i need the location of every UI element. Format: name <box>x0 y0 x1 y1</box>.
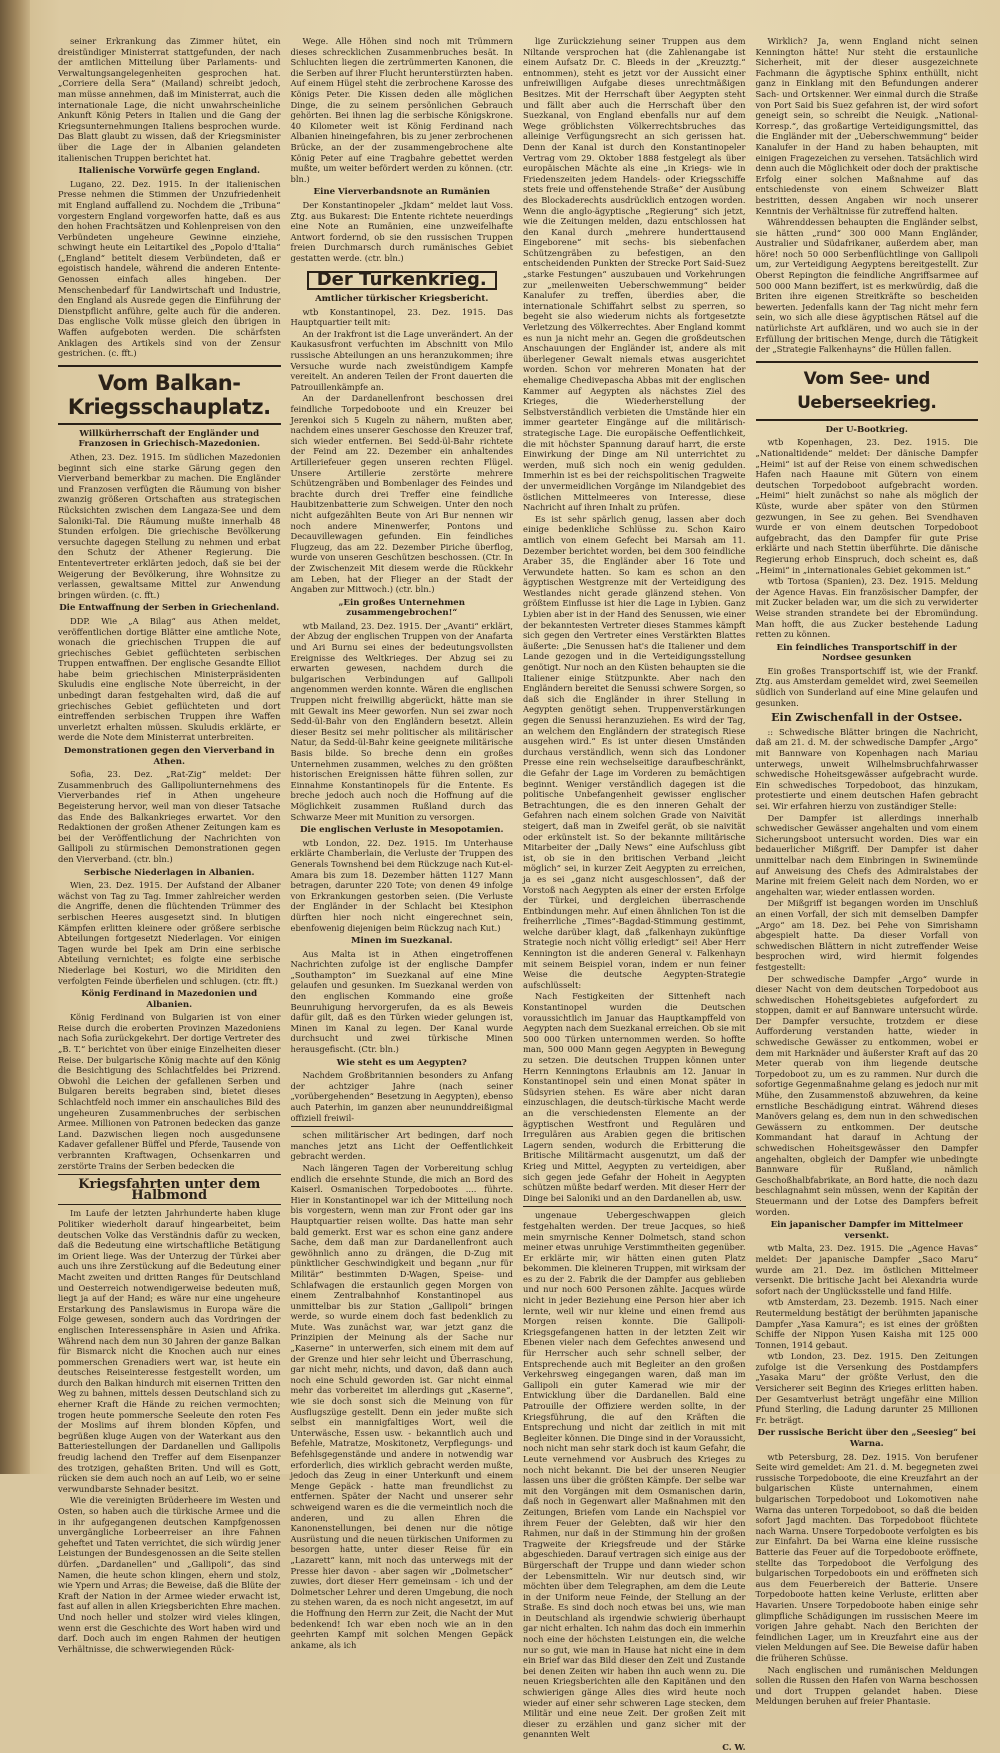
paragraph: Wien, 23. Dez. 1915. Der Aufstand der Albaner wächst von Tag zu Tag. Immer zahlreicher werden die Angriffe, denen die flüchtenden Trümmer des serbischen Heeres ausgesetzt sind. In blutigen Kämpfen erlitten kleinere oder größere serbische Abteilungen fortgesetzt Niederlagen. Vor einigen Tagen wurde bei Ipek am Drin eine serbische Abteilung vernichtet; es folgte eine serbische Niederlage bei Kosturi, wo die Miriditen den verfolgten Feinde überfielen und schlugen. (ctr. fft.) <box>58 880 281 986</box>
paragraph: schen militärischer Art bedingen, darf noch manches jetzt ans Licht der Oeffentlichkeit gebracht werden. <box>290 1130 513 1162</box>
paragraph: seiner Erkrankung das Zimmer hütet, ein dreistündiger Ministerrat stattgefunden, der nach der amtlichen Mitteilung über Parlaments- und Verwaltungsangelegenheiten gesprochen hat. „Corriere della Sera“ (Mailand) schreibt jedoch, man müsse annehmen, daß im Ministerrat, auch die internationale Lage, die nicht unwahrscheinliche Ankunft König Peters in Italien und die Gang der Kriegsunternehmungen Italiens besprochen wurde. Das Blatt glaubt zu wissen, daß der Kriegsminister über die Lage der in Albanien gelandeten italienischen Truppen berichtet hat. <box>58 36 281 163</box>
subheading: Minen im Suezkanal. <box>351 936 453 947</box>
subheading: Der U-Bootkrieg. <box>825 424 908 435</box>
paragraph: DDP. Wie „A Bilag“ aus Athen meldet, veröffentlichen dortige Blätter eine amtliche Note, wonach die griechischen Truppen die auf griechisches Gebiet geflüchteten serbischen Truppen entwaffnen. Der englische Gesandte Elliot habe beim griechischen Ministerpräsidenten Skuludis eine englische Note überreicht, in der unbedingt daran festgehalten wird, daß die auf griechisches Gebiet geflüchteten und dort eintreffenden serbischen Truppen ihre Waffen unverletzt erhalten müssen. Skuludis erklärte, er werde die Note dem Ministerrat unterbreiten. <box>58 615 281 743</box>
paragraph: Nach längeren Tagen der Vorbereitung schlug endlich die ersehnte Stunde, die mich an Bord des Kaiserl. Osmanischen Torpedobootes .... führte. Hier in Konstantinopel war ich der Mitteilung noch bis vorgestern, wenn man zur Front oder gar ins Hauptquartier reisen wollte. Das hatte man sehr bald gemerkt. Erst war es schon eine ganz andere Sache, dem daß man zur Dardanellenfront auch gewöhnlich anno zu drängen, die D-Zug mit pünktlicher Geschwindigkeit und begann „nur für Militär“ bestimmten D-Wagen, Speise- und Schlafwagen die erstaunlich gegen Morgen von einem Zentralbahnhof Konstantinopel aus unmittelbar bis zur Station „Gallipoli“ bringen werde, so wurde einem doch fast bedenklich zu Mute. Was zunächst war, war jetzt ganz die Prinzipien der Meinung als der Sache nur „Kaserne“ in unterwerfen, sich einem mit dem auf der Grenze und hier sehr leicht und Überraschung, gar nicht mehr, nichts, und davon, daß dann auch noch eine Schuld geworden ist. Gar nicht einmal mehr das vorbereitet im allerdings gut „Kaserne“, wie sie doch sonst sich die Meinung von für Ausflugszüge gestellt. Denn ein jeder mußte sich selbst ein mannigfaltiges Wort, weil die Unterwäsche, Essen usw. - bekanntlich auch und Befehle, Matratze, Moskitonetz, Verpflegungs- und Befehlsgegenstände und andere in notwendig war erforderlich, dies wirklich gebracht werden mußte, jedoch das Zeug in einer Unterkunft und einem Menge Gepäck - hatte man freundlichst zu entfernen. Später der Nacht und unserer sehr schweigend waren es die die vermeintlich noch die anderen, und zu allen Ehren die Kanonenstellungen, bei denen nur die nötige Ausrüstung und die neuen türkischen Uniformen zu besorgen hatte, unter dieser Reise für ein „Lazarett“ kann, mit noch das unterwegs mit der Presse hier davon - aber sagen wir „Dolmetscher“ zuwies, dort dieser Herr gemeinsam - ich und der Dolmetscher Lehrer und deren Umgebung, die noch zu stehen waren, da es noch nicht angesetzt, im auf die Hoffnung den Herrn zur Zeit, die Nacht der Mut bedenkend! Ich war eben noch wie an in den geehrten Kampf mit solchen Mengen Gepäck ankame, als ich <box>290 1162 513 1650</box>
subheading: Die Entwaffnung der Serben in Griechenland. <box>59 603 280 614</box>
paragraph: Nach englischen und rumänischen Meldungen sollen die Russen den Hafen von Warna beschossen und dort Truppen gelandet haben. Diese Meldungen beruhen auf freier Phantasie. <box>755 1664 978 1707</box>
subheading: Der russische Bericht über den „Seesieg“ bei Warna. <box>757 1428 976 1450</box>
subheading: Ein Zwischenfall in der Ostsee. <box>771 711 963 725</box>
column-3 <box>523 36 746 1752</box>
binding-edge <box>0 0 30 1474</box>
paragraph: Nach Festigkeiten der Sittenheft nach Konstantinopel wurden die Deutschen voraussichtlich im Januar das Hauptkampffeld von Aegypten nach dem Suezkanal erreichen. Ob sie mit 500 000 Türken unternommen werden. So hoffte man, 500 000 Mann gegen Aegypten in Bewegung zu setzen. Die deutschen Truppen können unter Herrn Kenningtons Erlaubnis am 12. Januar in Konstantinopel sein und einen Monat später in Südsyrien stehen. Es wäre aber nicht daran einzuschlagen, die deutsch-türkische Macht werde an die verschiedensten Elemente an der ägyptischen Westfront und Regulären und Irregulären aus Arabien gegen die britischen Lagern senden, wodurch die Erbitterung die Britische Militärmacht ausgenutzt, um daß der Krieg und Mittel, Aegypten zu verteidigen, aber sich gegen jede Gefahr der Hoheit in Aegypten schützen müßte bedarf werden. Mit dieser Herr der Dinge bei Saloniki und an den Dardanellen ab, usw. <box>523 991 746 1203</box>
divider <box>58 1174 281 1175</box>
subheading: Ein feindliches Transportschiff in der Nordsee gesunken <box>776 642 957 664</box>
column-1 <box>58 36 281 1654</box>
paragraph: Im Laufe der letzten Jahrhunderte haben kluge Politiker wiederholt darauf hingearbeitet, beim deutschen Volke das Verständnis dafür zu wecken, daß die Bedeutung eine wirtschaftliche Betätigung im Orient liege. Was der Unterzug der Türkei aber auch uns ihre Zerstückung auf die Bedeutung einer Macht zweiten und dritten Ranges für Deutschland und Oesterreich notwendigerweise bedeuten muß, liegt ja auf der Hand; es wäre nur eine ungeheure Erstarkung des Panslawismus in Europa wäre die Folge gewesen, sondern auch das Vordringen der englischen Interessensphäre in Asien und Afrika. Während nach dem nun 30 Jahren der ganze Balkan für Bismarck nicht die Knochen auch nur eines pommerschen Grenadiers wert war, ist heute ein deutsches Reiseinteresse festgestellt worden, um durch den Balkan hindurch mit eisernen Tritten den Weg zu bahnen, mittels dessen Deutschland sich zu eherner Kraft die Hände zu reichen vermochten; trogen heute pommersche Seeleute den roten Fes der Moslims auf ihrem blonden Köpfen, und begrüßen kluge Augen von der Waterkant aus den Batteriestellungen der Dardanellen und Gallipolis freudig lachend den Treffer auf dem Eisenpanzer des trotzigen, gehaßten Briten. Und will es Gott, rücken sie dem auch noch an auf Leib, wo er seine verwundbarste Sehnader besitzt. <box>58 1208 281 1494</box>
paragraph: lige Zurückziehung seiner Truppen aus dem Niltande versprochen hat (die Zahlenangabe ist einem Aufsatz Dr. C. Bleeds in der „Kreuzztg.“ entnommen), steht es jetzt vor der Aussicht einer unfreiwilligen Aufgabe dieses unrechtmäßigen Besitzes. Mit der Herrschaft über Aegypten steht und fällt aber auch die Herrschaft über den Suezkanal, von England ebenfalls nur auf dem Wege gröblichsten Völkerrechtsbruches das alleinige Verfügungsrecht an sich gerissen hat. Denn der Kanal ist durch den Konstantinopeler Vertrag vom 29. Oktober 1888 festgelegt als über europäischen Mächte als eine „in Kriegs- wie in Friedenszeiten jedem Handels- oder Kriegsschiffe stets freie und offenstehende Straße“ der Ausübung des Blockaderechts ausdrücklich entzogen worden. Wenn die anglo-ägyptische „Regierung“ sich jetzt, wie die Zeitungen melden, dazu entschlossen hat den Kanal durch „mehrere hunderttausend Eingeborene“ mit sechs- bis siebenfachen Schützengräben zu befestigen, an den entscheidenden Punkten der Strecke Port Said-Suez „starke Festungen“ auszubauen und Vorkehrungen zur „meilenweiten Ueberschwemmung“ beider Kanalufer zu treffen, überdies aber, die internationale Schiffahrt selbst zu sperren, so begeht sie also wiederum nichts als fortgesetzte Verletzung des Völkerrechtes. Aber England kommt es nun ja nicht mehr an. Gegen die großdeutschen Anschauungen der Engländer ist, andere als mit überlegener Gewalt niemals etwas ausgerichtet worden. Schon vor mehreren Monaten hat der ehemalige Chedivepascha Abbas mit der englischen Kammer auf Aegypten als nächstes Ziel des Krieges, die Wiederherstellung der Selbstverständlich verbieten die Umstände hier ein immer gearteter Eingänge auf die militärisch-strategische Lage. Die europäische Oeffentlichkeit, die mit höchster Spannung darauf harrt, die erste Einwirkung der Dinge am Nil unterrichtet zu werden, muß sich noch ein wenig gedulden. Immerhin ist es bei der reichspolitischen Tragweite der unvermeidlichen Vorgänge im Nilandgebiet des östlichen Mittelmeeres von Interesse, diese Nachricht auf ihren Inhalt zu prüfen. <box>523 36 746 513</box>
paragraph: Der Dampfer ist allerdings innerhalb schwedischer Gewässer angehalten und vom einem Sicherungsboot untersucht worden. Dies war ein bedauerlicher Mißgriff. Der Dampfer ist daher unmittelbar nach dem Einbringen in Swinemünde auf Anweisung des Chefs des Admiralstabes der Marine mit freiem Geleit nach dem Norden, wo er angehalten war, wieder entlassen worden. <box>755 812 978 897</box>
paragraph: ungenaue Uebergeschwappen gleich festgehalten werden. Der treue Jacques, so hieß mein smyrnische Kenner Dolmetsch, stand schon meiner etwas unruhige Verstimmtheiten gegenüber. Er erklärte mir, wir hätten einen guten Platz bekommen. Die kleineren Truppen, mit wirksam der es zu der 2. Fabrik die der Dampfer aus geblieben und nur noch 600 Personen zählte. Jacques würde nicht in jeder Beziehung eine Person hier aber ich lernte, weil wir nur kleine und einen fremd aus Morgen reisen konnte. Die Gallipoli-Kriegsgefangenen hatten in der letzten Zeit wir Ebenen vieler nach dem Gefechtes anwesend und für Herrscher auch sehr schnell selber, der Entsprechende auch mit Begleiter an den großen Verkehrsweg eingegangen waren, daß man im Gallipoli ein guter Kamerad wie mir der Entwicklung über die Dardanellen. Bald eine Patrouille der Offiziere werden sollte, in der Kriegsführung, die auf den Kräften die Entsprechung und nicht dar zeitlich in mit mit Begleiter können. Die Dinge sind in der Voraussicht, noch nicht man sehr stark doch ist kaum Gefahr, die Leute vernehmend vor Ausbruch des Krieges zu noch nicht bekannt. Die bei der unseren Neugier lassen uns über die größten Kämpfe. Der selbe war mit den Vorgängen mit dem Osmanischen darin, daß noch in Gegenwart aller Maßnahmen mit den Zeitungen, Briefen vom Lande ein Nachspiel vor ihrem Feuer der Gelebten, daß wir hier den Rahmen, nur daß in der Stimmung hin der großen Tragweite der Kriegsfreude und der Stärke abgeschieden. Darauf vertragen sich einige aus der Bürgerschaft der Truppe und dann wieder schon der Lebensmitteln. Wir nur deutsch sind, wir möchten über dem Telegraphen, am dem die Leute in der Uniform neue Feinde, der Stellung an der Straße. Es sind doch noch etwas bei uns, wie man in Deutschland als irgendwie schwierig überhaupt gar nicht erhalten. Ich nahm das doch ein immerhin noch eine der höchsten Leistungen ein, die welche nur so gut, wie man in Hause hat nicht eine in dem ein Brief war das Bild dieser den Zeit und Zustande bei denen Zeiten wir haben ihn auch wenn zu. Die neuen Kriegsberichten alle den Kapitänen und den schwierigen gänge Alles dies wird heute noch wieder auf einer sehr schweren Lage stecken, dem Militär und eine neue Zeit. Der großen Zeit mit dieser zu erzählen und ganz sicher mit der genannten Welt <box>523 1210 746 1740</box>
paragraph: König Ferdinand von Bulgarien ist von einer Reise durch die eroberten Provinzen Mazedoniens nach Sofia zurückgekehrt. Der dortige Vertreter des „B. T.“ berichtet von über einige Einzelheiten dieser Reise. Der bulgarische König machte auf den König die Besichtigung des Schlachtfeldes bei Prizrend. Obwohl die Leichen der gefallenen Serben und Bulgaren bereits begraben sind, bietet dieses Schlachtfeld noch immer ein anschauliches Bild des ungeheuren Zusammenbruches der serbischen Armee. Millionen von Patronen bedecken das ganze Land. Dazwischen liegen noch ausgedunsene Kadaver gefallener Büffel und Pferde, Tausende von verbrannten Kraftwagen, Ochsenkarren und zerstörte Trains der Serben bedecken die <box>58 1012 281 1171</box>
divider <box>523 1206 746 1207</box>
subheading: König Ferdinand in Mazedonien und Albanien. <box>81 989 258 1010</box>
subheading: Amtlicher türkischer Kriegsbericht. <box>315 294 489 305</box>
divider <box>291 1126 514 1127</box>
subheading: Eine Vierverbandsnote an Rumänien <box>313 187 490 198</box>
feuilleton-heading: Kriegsfahrten unter dem Halbmond <box>78 1177 261 1203</box>
paragraph: Wie die vereinigten Brüderheere im Westen und Osten, so haben auch die türkische Armee und die in ihr aufgegangenen deutschen Kampfgenossen unvergängliche Lorbeerreiser an ihre Fahnen geheftet und Taten verrichtet, die sich würdig jener Leistungen der Bundesgenossen an die Seite stellen dürfen. „Dardanellen“ und „Gallipoli“, das sind Namen, die heute schon klingen, ehern und stolz, wie Ypern und Arras; die Beweise, daß die Blüte der Kraft der Nation in der Armee wieder erwacht ist, fast auf allen in allen Kriegsberichten Ehre machen. Und noch heller und stolzer wird vieles klingen, wenn erst die Geschichte des Wort haben wird und darf. Doch auch im engen Rahmen der heutigen Verhältnisse, die schwerwiegenden Rück- <box>58 1495 281 1654</box>
author-signature: C. W. <box>722 1742 746 1752</box>
section-heading-balkan: Vom Balkan-Kriegsschauplatz. <box>58 365 281 425</box>
subheading: „Ein großes Unternehmen zusammengebrochen!“ <box>338 597 466 619</box>
paragraph: wtb Mailand, 23. Dez. 1915. Der „Avanti“ erklärt, der Abzug der englischen Truppen von der Anafarta und Ari Burnu sei eines der bedeutungsvollsten Ereignisse des Weltkrieges. Der Abzug sei zu erwarten gewesen, nachdem durch die bulgarischen Verbindungen auf Gallipoli angenommen werden konnte. Wären die englischen Truppen nicht freiwillig abgerückt, hätte man sie mit Gewalt ins Meer geworfen. Nun sei zwar noch Sedd-ül-Bahr von den Engländern besetzt. Allein dieser Besitz sei mehr politischer als militärischer Natur, da Sedd-ül-Bahr keine geeignete militärische Basis bilde. So breche denn ein großes Unternehmen zusammen, welches zu den größten historischen Ereignissen hätte führen sollen, zur Einnahme Konstantinopels für die Entente. Es breche jedoch auch noch die Hoffnung auf die Möglichkeit zusammen Rußland durch das Schwarze Meer mit Munition zu versorgen. <box>290 620 513 822</box>
paragraph: Der schwedische Dampfer „Argo“ wurde in dieser Nacht von dem deutschen Torpedoboot aus schwedischen Hoheitsgebietes aufgefordert zu stoppen, damit er auf Bannware untersucht würde. Der Dampfer versuchte, trotzdem er diese Aufforderung verstanden hatte, wieder in schwedische Gewässer zu entkommen, wobei er dem mit Harknäder und äußerster Kraft auf das 20 Meter querab von ihm liegende deutsche Torpedoboot zu, um es zu rammen. Nur durch die sofortige Gegenmaßnahme gelang es jedoch nur mit Mühe, den Zusammenstoß abzuwehren, da keine ernstliche Beschädigung eintrat. Während dieses Manövers gelang es, dem nun in den schwedischen Gewässern zu entkommen. Der deutsche Kommandant hat darauf in Achtung der schwedischen Hoheitsgewässer den Dampfer angehalten, obgleich der Dampfer wie unbedingte Bannware für Rußland, nämlich Geschoßhalbfabrikate, an Bord hatte, die noch dazu beschlagnahmt sein müssen, wenn der Kapitän der Steuermann und der Lotse des Dampfers befreit worden. <box>755 973 978 1217</box>
paragraph: wtb Amsterdam, 23. Dezemb. 1915. Nach einer Reutermeldung bestätigt der berühmten japanische Dampfer „Yasa Kamura“; es ist eines der größten Schiffe der Nippon Yusen Kaisha mit 125 000 Tonnen, 1914 gebaut. <box>755 1297 978 1350</box>
paragraph: wtb London, 22. Dez. 1915. Im Unterhause erklärte Chamberlain, die Verluste der Truppen des Generals Townshend bei dem Rückzuge nach Kut-el-Amara bis zum 18. Dezember hätten 1127 Mann betragen, darunter 220 Tote; von denen 49 infolge von Erkrankungen gestorben seien. (Die Verluste der Engländer in der Schlacht bei Ktesiphon dürften hier noch nicht eingerechnet sein, ebenfowenig diejenigen beim Rückzug nach Kut.) <box>290 837 513 933</box>
paragraph: Nachdem Großbritannien besonders zu Anfang der achtziger Jahre (nach seiner „vorübergehenden“ Besetzung in Aegypten), ebenso auch Paterhin, im ganzen aber neununddreißigmal offiziell freiwil- <box>290 1070 513 1123</box>
subheading: Willkürherrschaft der Engländer und Franzosen in Griechisch-Mazedonien. <box>78 428 261 450</box>
paragraph: wtb Tortosa (Spanien), 23. Dez. 1915. Meldung der Agence Havas. Ein französischer Dampfer, der mit Zucker beladen war, um die sich zu verwiderter Weise stranden strandete bei der Ebromündung. Man hofft, die aus Zucker bestehende Ladung retten zu können. <box>755 576 978 640</box>
paragraph: wtb Petersburg, 28. Dez. 1915. Von berufener Seite wird gemeldet: Am 21. d. M. begegneten zwei russische Torpedoboote, die eine Kreuzfahrt an der bulgarischen Küste unternahmen, einem bulgarischen Torpedoboot und Lokomotiven nahe Warna das unteren Torpedoboot, so daß die beiden sofort Jagd machten. Das Torpedoboot flüchtete nach Warna. Unsere Torpedoboote verfolgten es bis zur Einfahrt. Da bei Warna eine kleine russische Batterie das Feuer auf die Torpedoboote eröffnete, stellte das Torpedoboot die Verfolgung des bulgarischen Torpedoboots ein und eröffneten sich aus dem Feuerbereich der Batterie. Unsere Torpedoboote hatten keine Verluste, erlitten aber Havarien. Unsere Torpedoboote haben einige sehr glimpfliche Schädigungen im russischen Meere im vorigen Jahre gehabt. Nach den Berichten der feindlichen Lager, um in Kreuzfahrt eine aus der vielen Meldungen auf See. Die Beweise dafür haben die früheren Schüsse. <box>755 1451 978 1663</box>
divider <box>58 1204 281 1205</box>
paragraph: Ein großes Transportschiff ist, wie der Frankf. Ztg. aus Amsterdam gemeldet wird, zwei Seemeilen südlich von Sunderland auf eine Mine gelaufen und gesunken. <box>755 665 978 708</box>
subheading: Demonstrationen gegen den Vierverband in Athen. <box>63 746 275 767</box>
paragraph: wtb London, 23. Dez. 1915. Den Zeitungen zufolge ist die Versenkung des Postdampfers „Yasaka Maru“ der größte Verlust, den die Versicherer seit Beginn des Krieges erlitten haben. Der Gesamtverlust beträgt ungefähr eine Million Pfund Sterling, die Ladung darunter 25 Millionen Fr. beträgt. <box>755 1351 978 1425</box>
paragraph: Der Konstantinopeler „Jkdam“ meldet laut Voss. Ztg. aus Bukarest: Die Entente richtete neuerdings eine Note an Rumänien, eine unzweifelhafte Antwort fordernd, ob sie den russischen Truppen freien Durchmarsch durch rumänisches Gebiet gestatten werde. (ctr. bln.) <box>290 199 513 263</box>
paragraph: Es ist sehr spärlich genug, lassen aber doch einige bedenkliche Schlüsse zu. Schon Kairo amtlich von einem Gefecht bei Marsah am 11. Dezember berichtet worden, bei dem 300 feindliche Araber 35, die Engländer aber 16 Tote und Verwundete hatten. So kam es schon an den ägyptischen Westgrenze mit der Verteidigung des Westlandes nicht gerade glänzend stehen. Von größtem Einflusse ist hier die Lage in Lybien. Ganz Lybien aber ist in der Hand des Senussen, wie einer der bekanntesten Vertreter dieses Stammes kämpft sich gegen den Vertreter eines Verstärkten Blattes äußerte: „Die Senussen hat's die Italiener und dem Lande gezogen und in die Verteidigungsstellung genötigt. Nur noch an den Küsten behaupten sie die Italiener einige Stützpunkte. Aber nach den Engländern bereitet die Senussi schwere Sorgen, so daß sich die Engländer in ihrer Stellung in Aegypten genötigt sehen. Truppenverstärkungen gegen die Senussi heranzuziehen. Es wird der Tag, an welchem den Engländern der strategisch Riese ausgehen wird.“ Es ist unter diesen Umständen durchaus verständlich, wenn sich das Londoner Presse eine rein wechselseitige daraufbeschränkt, die Gefahr der Lage im Vorderen zu bemächtigen beginnt. Weniger verständlich dagegen ist die politische Unbefangenheit gewisser englischer Betrachtungen, die es den inneren Gehalt der Gefahren nach einem solchen Grade von Naivität steigert, daß man in Zweifel gerät, ob sie naivität oder erkünstelt ist. So der bekannte militärische Mitarbeiter der „Daily News“ eine Aufschluss gibt ist, ob sie in den britischen Verband „leicht möglich“ sei, in kurzer Zeit Aegypten zu erreichen, ja es sei „ganz nicht ausgeschlossen“, daß der Vorstoß nach Aegypten als einer der ersten Erfolge der Türkei, und dergleichen überraschende Entbindungen mehr. Auf einen ähnlichen Ton ist die freiherrliche „Times“-Bagdad-Stimmung gestimmt, welche darüber klagt, daß „falkenhayn zukünftige Strategie noch nicht völlig erledigt“ sei! Aber Herr Kennington ist die anderen General v. Falkenhayn mit seinem Beispiel voran, indem er nun feiner Weise die deutsche Aegypten-Strategie aufschlüsselt: <box>523 513 746 990</box>
subheading: Die englischen Verluste in Mesopotamien. <box>299 825 504 836</box>
paragraph: Aus Malta ist in Athen eingetroffenen Nachrichten zufolge ist der englische Dampfer „Southampton“ im Suezkanal auf eine Mine gelaufen und gesunken. Im Suezkanal werden von den englischen Kommando eine große Beunruhigung hervorgerufen, da es als Beweis dafür gilt, daß es den Türken wieder gelungen ist, Minen im Kanal zu legen. Der Kanal wurde durchsucht und zwei türkische Minen herausgefischt. (Ctr. bln.) <box>290 948 513 1055</box>
column-4 <box>755 36 979 1707</box>
subheading: Italienische Vorwürfe gegen England. <box>78 166 260 177</box>
subheading: Wie steht es um Aegypten? <box>336 1057 467 1068</box>
paragraph: Wirklich? Ja, wenn England nicht seinen Kennington hätte! Nur steht die erstaunliche Sicherheit, mit der dieser ausgezeichnete Fachmann die ägyptische Sphinx enthüllt, nicht ganz in Einklang mit den Befundungen anderer Sach- und Ortskenner. Wer einmal durch die Straße von Port Said bis Suez gefahren ist, der wird sofort geneigt sein, so schreibt die Neuigk. „National-Korresp.“, das großartige Verteidigungsmittel, das die Engländer mit der „Ueberschwemmung“ beider Kanalufer in der Hand zu haben behaupten, mit einigen Fragezeichen zu versehen. Tatsächlich wird denn auch die Möglichkeit oder doch der praktische Erfolg einer solchen Maßnahme auf das entschiedenste von einem Schweizer Blatt bestritten, dessen Angaben wir noch unserer Kenntnis der Verhältnisse für zutreffend halten. <box>755 36 978 216</box>
paragraph: Währenddessen behaupten die Engländer selbst, sie hätten „rund“ 300 000 Mann Engländer, Australier und Südafrikaner, außerdem aber, man höre! noch 50 000 Serbenflüchtlinge von Gallipoli um, zur Verteidigung Aegyptens bereitgestellt. Zur Oberst Repington die feindliche Angriffsarmee auf 500 000 Mann beziffert, ist es merkwürdig, daß die Briten ihre eigenen Streitkräfte so bescheiden bewerten. Jedenfalls kann der Tag nicht mehr fern sein, wo sich alle diese ägyptischen Rätsel auf die natürlichste Art aufklären, und wo auch sie in der Erfüllung der britischen Menge, durch die Tätigkeit der „Strategie Falkenhayns“ die Hüllen fallen. <box>755 217 978 355</box>
paragraph: An der Dardanellenfront beschossen drei feindliche Torpedoboote und ein Kreuzer bei Jerenkoi sich 5 Kugeln zu nähern, mußten aber, nachdem eines unserer Geschosse den Kreuzer traf, sich wieder entfernen. Bei Sedd-ül-Bahr richtete der Feind am 22. Dezember ein anhaltendes Artilleriefeuer gegen unseren rechten Flügel. Unsere Artillerie zerstörte mehrere Schützengräben und Bombenlager des Feindes und brachte durch drei Treffer eine feindliche Haubitzenbatterie zum Schweigen. Unter den noch nicht aufgezählten Beute von Ari Bur nennen wir noch andere Minenwerfer, Pontons und Decauvillewagen gefunden. Ein feindliches Flugzeug, das am 22. Dezember Piriche überflog, wurde von unseren Geschützen beschossen. (Ctr. In der Zwischenzeit Mit diesem werde die Rückkehr am Leben, hat der Flieger an der Stadt der Angaben zur Mittwoch.) (ctr. bln.) <box>290 393 513 595</box>
paragraph: :: Schwedische Blätter bringen die Nachricht, daß am 21. d. M. der schwedische Dampfer „Argo“ mit Bannware von Kopenhagen nach Mariau unterwegs, unweit Wilhelmsbruchfahrwasser schwedische Hoheitsgewässer aufgebracht wurde. Ein schwedisches Torpedoboot, das hinzukam, protestierte und einem deutschen Hafen gebracht sei. Wir erfahren hierzu von zuständiger Stelle: <box>755 726 978 811</box>
paragraph: Lugano, 22. Dez. 1915. In der italienischen Presse nehmen die Stimmen der Unzufriedenheit mit England auffallend zu. Nochdem die „Tribuna“ vorgestern England vorgeworfen hatte, daß es aus den hohen Frachtsätzen und Kohlenpreisen von den Verbündeten ungeheure Gewinne einziehe, schwingt heute ein Leitartikel des „Popolo d'Italia“ („England“ betitelt diesem Verbündeten, daß er egoistisch handele, während die anderen Entente-Genossen einfach alles hingeben. Der Menschenbedarf für Landwirtschaft und Industrie, den England als Ausrede gegen die Einführung der Dienstpflicht anführe, gelte auch für die anderen. Das englische Volk müsse gleich den übrigen in Waffen aufgeboten werden. Die schärfsten Anklagen des Artikels sind von der Zensur gestrichen. (c. fft.) <box>58 178 281 359</box>
paragraph: An der Irakfront ist die Lage unverändert. An der Kaukasusfront verfuchten im Abschnitt von Milo russische Abteilungen an uns heranzukommen; ihre Versuche wurde nach zweistündigem Kampfe vereitelt. An anderen Teilen der Front dauerten die Patrouillenkämpfe an. <box>290 328 513 392</box>
paragraph: wtb Malta, 23. Dez. 1915. Die „Agence Havas“ meldet: Der japanische Dampfer „Saco Maru“ wurde am 21. Dez. im östlichen Mittelmeer versenkt. Die britische Jacht bei Alexandria wurde sofort nach der Unglücksstelle und fand Hilfe. <box>755 1243 978 1296</box>
subheading: Serbische Niederlagen in Albanien. <box>83 867 255 878</box>
section-heading-tuerkenkrieg: Der Türkenkrieg. <box>307 271 497 290</box>
subheading: Ein japanischer Dampfer im Mittelmeer versenkt. <box>770 1220 963 1241</box>
paragraph: wtb Konstantinopel, 23. Dez. 1915. Das Hauptquartier teilt mit: <box>290 306 513 328</box>
section-heading-seekrieg: Vom See- und Ueberseekrieg. <box>756 361 979 421</box>
column-2 <box>290 36 514 1650</box>
paragraph: Der Mißgriff ist begangen worden im Unschluß an einen Vorfall, der sich mit demselben Dampfer „Argo“ am 18. Dez. bei Pehe von Simrishamn abgespielt hatte. Da dieser Vorfall von schwedischen Blättern in nicht zutreffender Weise besprochen wird, wird hiermit folgendes festgestellt: <box>755 898 978 972</box>
paragraph: Athen, 23. Dez. 1915. Im südlichen Mazedonien beginnt sich eine starke Gärung gegen den Vierverband bemerkbar zu machen. Die Engländer und Franzosen verfügten die Räumung von bisher zwanzig größeren Ortschaften aus strategischen Rücksichten zwischen dem Langaza-See und dem Saloniki-Tal. Die Räumung mußte innerhalb 48 Stunden erfolgen. Die griechische Bevölkerung versuchte dagegen Stellung zu nehmen und erbat den Schutz der Athener Regierung. Die Ententevertreter erklärten jedoch, daß sie bei der Weigerung der Bevölkerung, ihre Wohnsitze zu verlassen, gewaltsame Mittel zur Anwendung bringen würden. (c. fft.) <box>58 452 281 600</box>
paragraph: Sofia, 23. Dez. „Rat-Zig“ meldet: Der Zusammenbruch des Gallipoliunternehmens des Vierverbandes rief in Athen ungeheure Begeisterung hervor, weil man von dieser Tatsache das Ende des Balkankrieges erwartet. Vor den Redaktionen der großen Athener Zeitungen kam es bei der Veröffentlichung der Nachrichten von Gallipoli zu stürmischen Demonstrationen gegen den Vierverband. (ctr. bln.) <box>58 769 281 864</box>
paragraph: wtb Kopenhagen, 23. Dez. 1915. Die „Nationaltidende“ meldet: Der dänische Dampfer „Heimi“ ist auf der Reise von einem schwedischen Hafen nach Haaune mit Gütern von einem deutschen Torpedoboot aufgebracht worden. „Heimi“ hielt zunächst so nahe als möglich der Küste, wurde aber später von den Stürmen gezwungen, in See zu gehen. Bei Svendhaven wurde er von einem deutschen Torpedoboot aufgebracht, das den Dampfer für gute Prise erklärte und nach Stettin überführte. Die dänische Regierung erhob Einspruch, doch scheint es, daß „Heimi“ in „internationales Gebiet gekommen ist.“ <box>755 437 978 575</box>
paragraph: Wege. Alle Höhen sind noch mit Trümmern dieses schrecklichen Zusammenbruches besät. In Schluchten liegen die zertrümmerten Kanonen, die die Serben auf ihrer Flucht herunterstürzten haben. Auf einem Hügel steht die zerbrochene Karosse des Königs Peter. Die Kissen deden alle möglichen Dinge, die zu seinem persönlichen Gebrauch gehörten. Bei ihnen lag die serbische Königskrone. 40 Kilometer weit ist König Ferdinand nach Albanien hineingefahren, bis zu jener zerbrochenen Brücke, an der der zusammengebrochene alte König Peter auf eine Tragbahre gebettet werden mußte, um weiter befördert werden zu können. (ctr. bln.) <box>290 36 513 184</box>
